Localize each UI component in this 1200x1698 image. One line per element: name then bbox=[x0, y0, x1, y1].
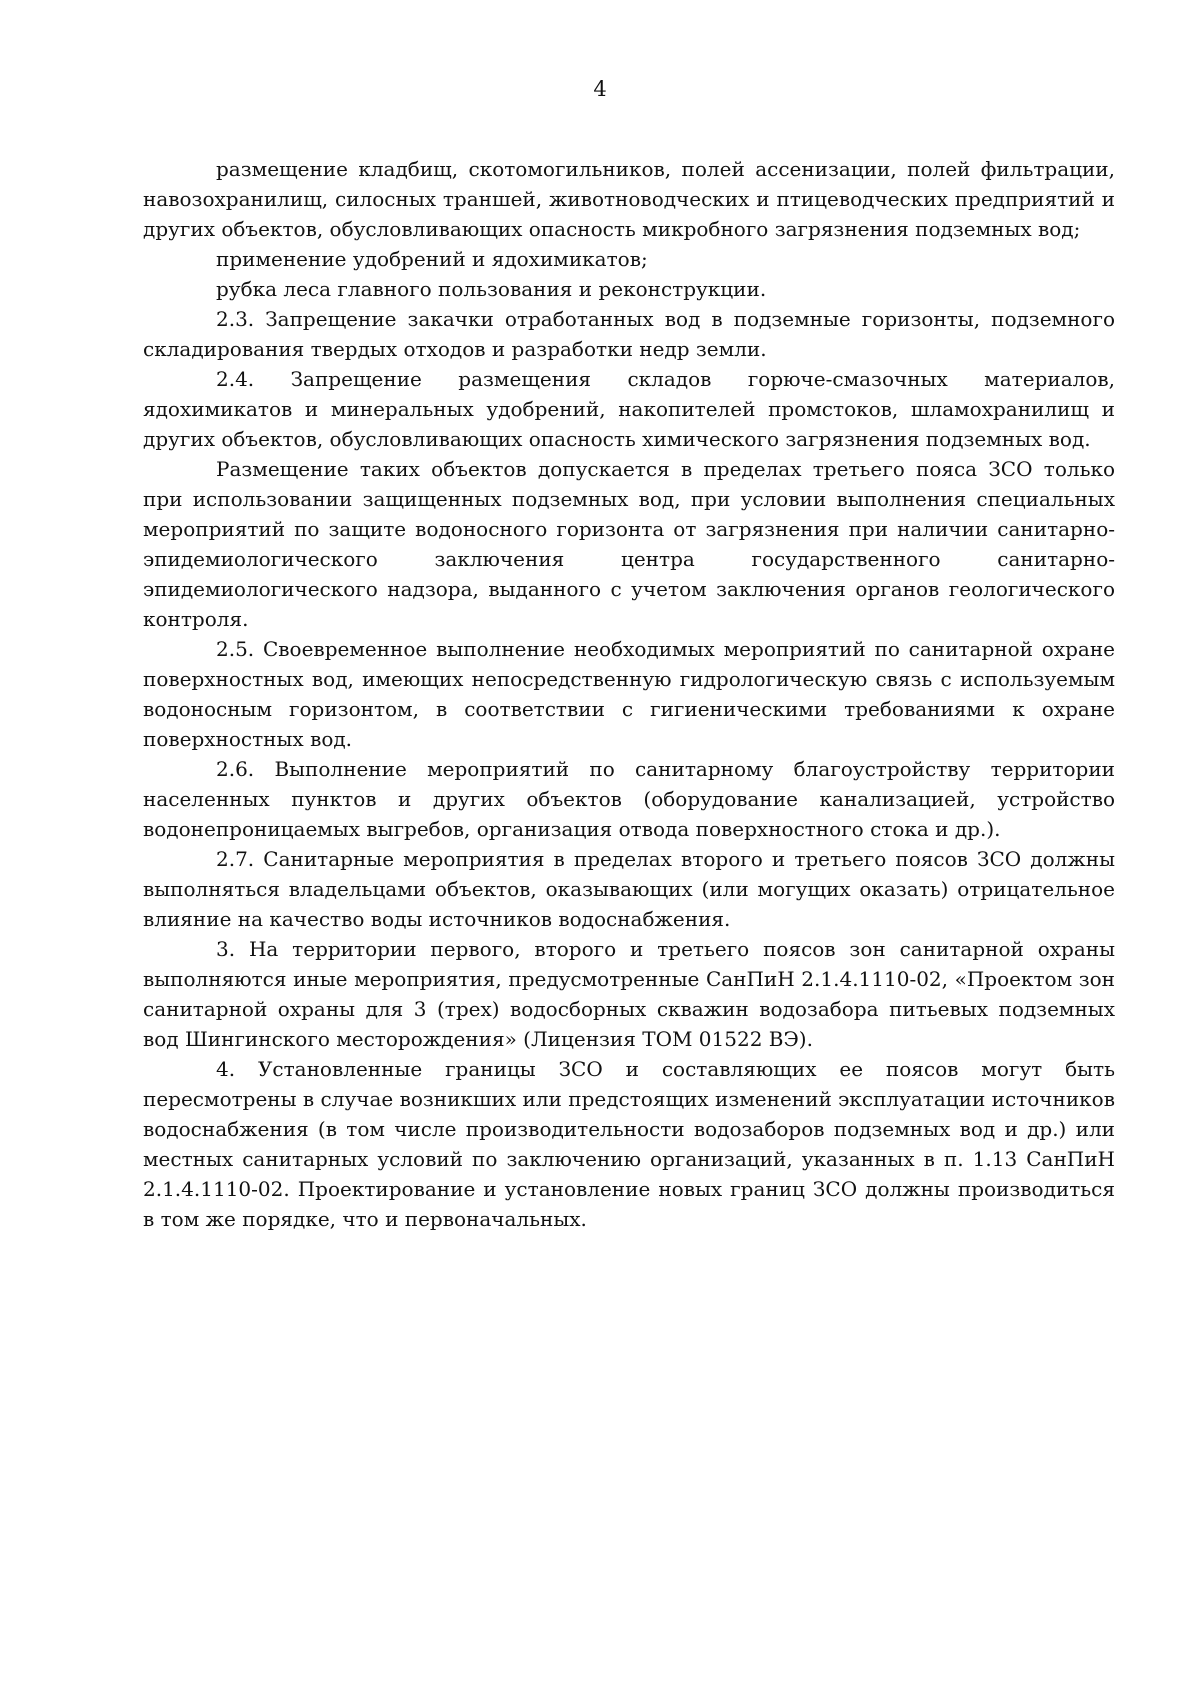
paragraph-fertilizers: применение удобрений и ядохимикатов; bbox=[216, 247, 648, 271]
paragraph-placement-conditions: Размещение таких объектов допускается в пределах третьего пояса ЗСО только при использовании защищенных подземных вод, при условии выполнения специальных мероприятий по защите водоносного горизонта от загрязнения при наличии санитарно-эпидемиологического заключения центра государственного санитарно-эпидемиологического надзора, выданного с учетом заключения органов геологического контроля. bbox=[143, 457, 1115, 631]
paragraph-2-7: 2.7. Санитарные мероприятия в пределах второго и третьего поясов ЗСО должны выполняться владельцами объектов, оказывающих (или могущих оказать) отрицательное влияние на качество воды источников водоснабжения. bbox=[143, 847, 1115, 931]
paragraph-2-4: 2.4. Запрещение размещения складов горюче-смазочных материалов, ядохимикатов и минеральных удобрений, накопителей промстоков, шламохранилищ и других объектов, обусловливающих опасность химического загрязнения подземных вод. bbox=[143, 367, 1115, 451]
paragraph-3: 3. На территории первого, второго и третьего поясов зон санитарной охраны выполняются иные мероприятия, предусмотренные СанПиН 2.1.4.1110-02, «Проектом зон санитарной охраны для 3 (трех) водосборных скважин водозабора питьевых подземных вод Шингинского месторождения» (Лицензия ТОМ 01522 ВЭ). bbox=[143, 937, 1115, 1051]
page-number: 4 bbox=[593, 77, 607, 101]
document-body bbox=[143, 154, 1115, 1234]
paragraph-2-5: 2.5. Своевременное выполнение необходимых мероприятий по санитарной охране поверхностных вод, имеющих непосредственную гидрологическую связь с используемым водоносным горизонтом, в соответствии с гигиеническими требованиями к охране поверхностных вод. bbox=[143, 637, 1115, 751]
paragraph-logging: рубка леса главного пользования и реконструкции. bbox=[216, 277, 767, 301]
paragraph-2-6: 2.6. Выполнение мероприятий по санитарному благоустройству территории населенных пунктов и других объектов (оборудование канализацией, устройство водонепроницаемых выгребов, организация отвода поверхностного стока и др.). bbox=[143, 757, 1115, 841]
paragraph-4: 4. Установленные границы ЗСО и составляющих ее поясов могут быть пересмотрены в случае возникших или предстоящих изменений эксплуатации источников водоснабжения (в том числе производительности водозаборов подземных вод и др.) или местных санитарных условий по заключению организаций, указанных в п. 1.13 СанПиН 2.1.4.1110-02. Проектирование и установление новых границ ЗСО должны производиться в том же порядке, что и первоначальных. bbox=[143, 1057, 1115, 1231]
paragraph-prohibited-objects: размещение кладбищ, скотомогильников, полей ассенизации, полей фильтрации, навозохранилищ, силосных траншей, животноводческих и птицеводческих предприятий и других объектов, обусловливающих опасность микробного загрязнения подземных вод; bbox=[143, 157, 1115, 241]
paragraph-2-3: 2.3. Запрещение закачки отработанных вод в подземные горизонты, подземного складирования твердых отходов и разработки недр земли. bbox=[143, 307, 1115, 361]
